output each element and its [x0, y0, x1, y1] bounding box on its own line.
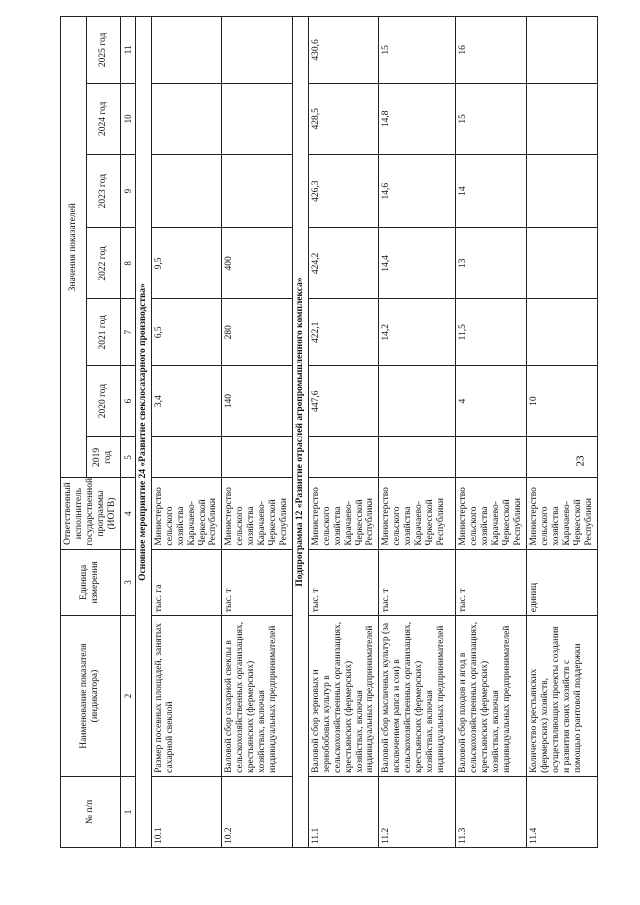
- value-2023: 14: [456, 154, 527, 227]
- value-2020: 4: [456, 366, 527, 437]
- indicator-name: Размер посевных площадей, занятых сахарной свеклой: [151, 616, 222, 777]
- value-2025: 15: [379, 17, 456, 84]
- value-2021: 6,5: [151, 299, 222, 366]
- row-number: 11.2: [379, 776, 456, 847]
- responsible: Министерство сельского хозяйства Карачаево-Черкесской Республики: [527, 478, 598, 549]
- indicator-name: Валовой сбор сахарной свеклы в сельскохозяйственных организациях, крестьянских (фермерских) хозяйствах, включая индивидуальных предпринимателей: [222, 616, 293, 777]
- header-values-group: Значения показателей: [61, 17, 87, 479]
- column-number: 2: [120, 616, 135, 777]
- column-number: 8: [120, 228, 135, 299]
- value-2024: [222, 83, 293, 154]
- value-2025: 430,6: [308, 17, 379, 84]
- value-2022: 9,5: [151, 228, 222, 299]
- table-row: [308, 17, 379, 848]
- table-row: [222, 17, 293, 848]
- value-2021: 14,2: [379, 299, 456, 366]
- column-number: 1: [120, 776, 135, 847]
- header-year: 2025 год: [87, 17, 120, 84]
- indicator-name: Валовой сбор масличных культур (за исключением рапса и сои) в сельскохозяйственных организациях, крестьянских (фермерских) хозяйствах, включая индивидуальных предпринимателей: [379, 616, 456, 777]
- value-2020: 140: [222, 366, 293, 437]
- value-2024: 428,5: [308, 83, 379, 154]
- value-2022: 400: [222, 228, 293, 299]
- column-number: 9: [120, 154, 135, 227]
- unit: тыс. т: [456, 549, 527, 616]
- header-responsible: Ответственный исполнитель государственной программы (ИОГВ): [61, 478, 121, 549]
- column-number: 5: [120, 437, 135, 478]
- row-number: 10.2: [222, 776, 293, 847]
- value-2020: 447,6: [308, 366, 379, 437]
- header-year: 2024 год: [87, 83, 120, 154]
- value-2019: [151, 437, 222, 478]
- value-2025: [151, 17, 222, 84]
- indicator-name: Валовой сбор плодов и ягод в сельскохозяйственных организациях, крестьянских (фермерских) хозяйствах, включая индивидуальных предпринимателей: [456, 616, 527, 777]
- header-unit: Единица измерения: [61, 549, 121, 616]
- header-year: 2022 год: [87, 228, 120, 299]
- responsible: Министерство сельского хозяйства Карачаево-Черкесской Республики: [222, 478, 293, 549]
- rotated-page: [60, 16, 640, 848]
- value-2021: 280: [222, 299, 293, 366]
- header-num: № п/п: [61, 776, 121, 847]
- indicator-name: Валовой сбор зерновых и зернобобовых культур в сельскохозяйственных организациях, крестьянских (фермерских) хозяйствах, включая индивидуальных предпринимателей: [308, 616, 379, 777]
- value-2023: [222, 154, 293, 227]
- unit: тыс. т: [379, 549, 456, 616]
- value-2022: 13: [456, 228, 527, 299]
- column-number: 7: [120, 299, 135, 366]
- value-2021: 11,5: [456, 299, 527, 366]
- value-2024: [527, 83, 598, 154]
- header-name: Наименование показателя (индикатора): [61, 616, 121, 777]
- value-2022: [527, 228, 598, 299]
- value-2025: [527, 17, 598, 84]
- value-2022: 424,2: [308, 228, 379, 299]
- header-year: 2019 год: [87, 437, 120, 478]
- value-2024: 15: [456, 83, 527, 154]
- column-number: 11: [120, 17, 135, 84]
- value-2023: [527, 154, 598, 227]
- value-2025: 16: [456, 17, 527, 84]
- value-2023: [151, 154, 222, 227]
- value-2023: 14,6: [379, 154, 456, 227]
- value-2021: [527, 299, 598, 366]
- unit: тыс. га: [151, 549, 222, 616]
- column-number: 6: [120, 366, 135, 437]
- table-row: [456, 17, 527, 848]
- responsible: Министерство сельского хозяйства Карачаево-Черкесской Республики: [379, 478, 456, 549]
- responsible: Министерство сельского хозяйства Карачаево-Черкесской Республики: [308, 478, 379, 549]
- responsible: Министерство сельского хозяйства Карачаево-Черкесской Республики: [151, 478, 222, 549]
- value-2020: 3,4: [151, 366, 222, 437]
- value-2023: 426,3: [308, 154, 379, 227]
- value-2019: [222, 437, 293, 478]
- row-number: 10.1: [151, 776, 222, 847]
- value-2019: [379, 437, 456, 478]
- unit: единиц: [527, 549, 598, 616]
- value-2021: 422,1: [308, 299, 379, 366]
- row-number: 11.4: [527, 776, 598, 847]
- header-year: 2023 год: [87, 154, 120, 227]
- value-2020: 10: [527, 366, 598, 437]
- section-title: Основное мероприятие 24 «Развитие свеклосахарного производства»: [135, 17, 151, 848]
- value-2024: [151, 83, 222, 154]
- indicator-name: Количество крестьянских (фермерских) хозяйств, осуществляющих проекты создания и развития своих хозяйств с помощью грантовой поддержки: [527, 616, 598, 777]
- table-row: [151, 17, 222, 848]
- unit: тыс. т: [222, 549, 293, 616]
- table-row: [379, 17, 456, 848]
- value-2019: [527, 437, 598, 478]
- header-year: 2021 год: [87, 299, 120, 366]
- table-row: [527, 17, 598, 848]
- value-2020: [379, 366, 456, 437]
- page-number: 23: [574, 455, 587, 467]
- column-number: 4: [120, 478, 135, 549]
- value-2019: [456, 437, 527, 478]
- header-year: 2020 год: [87, 366, 120, 437]
- column-number: 3: [120, 549, 135, 616]
- indicators-table: [60, 16, 598, 848]
- unit: тыс. т: [308, 549, 379, 616]
- value-2019: [308, 437, 379, 478]
- column-number: 10: [120, 83, 135, 154]
- responsible: Министерство сельского хозяйства Карачаево-Черкесской Республики: [456, 478, 527, 549]
- row-number: 11.3: [456, 776, 527, 847]
- value-2024: 14,8: [379, 83, 456, 154]
- section-title: Подпрограмма 12 «Развитие отраслей агропромышленного комплекса»: [292, 17, 308, 848]
- value-2022: 14,4: [379, 228, 456, 299]
- row-number: 11.1: [308, 776, 379, 847]
- value-2025: [222, 17, 293, 84]
